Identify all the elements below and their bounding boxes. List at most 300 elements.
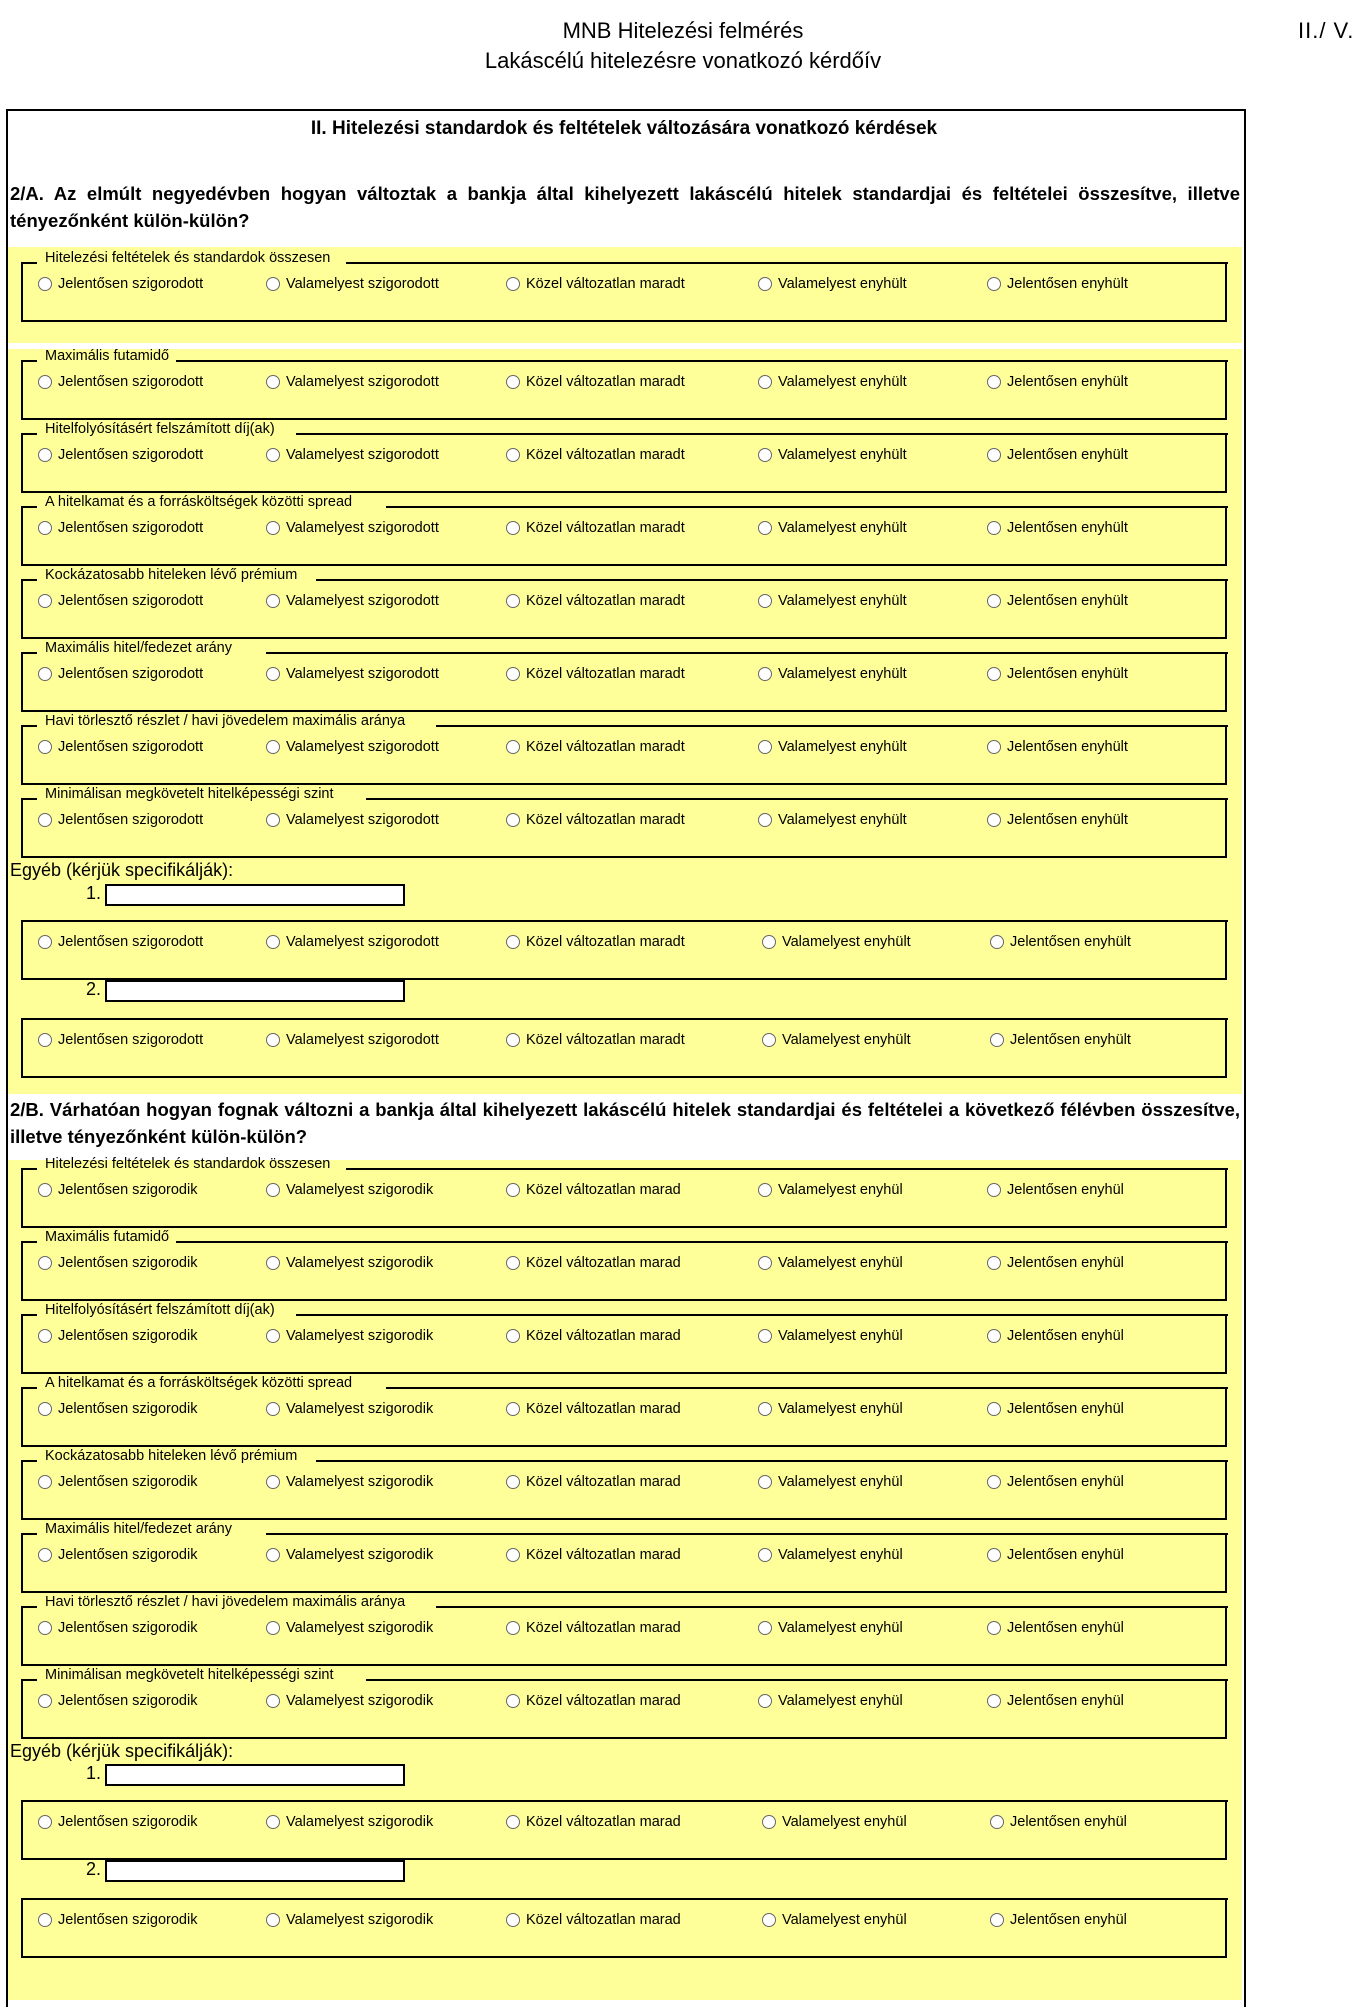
qb-item-6-option-5[interactable] [987, 1547, 1124, 1563]
radio-button-icon[interactable] [266, 448, 280, 462]
qb-other-input-2[interactable] [105, 1860, 405, 1882]
qa-item-2-option-3[interactable] [506, 374, 685, 390]
radio-button-icon[interactable] [266, 277, 280, 291]
radio-button-icon[interactable] [506, 375, 520, 389]
radio-button-icon[interactable] [266, 1913, 280, 1927]
option-label: Közel változatlan marad [526, 1182, 681, 1198]
radio-button-icon[interactable] [762, 935, 776, 949]
radio-button-icon[interactable] [987, 1183, 1001, 1197]
option-label: Közel változatlan marad [526, 1328, 681, 1344]
option-label: Valamelyest szigorodik [286, 1255, 434, 1271]
qa-item-4-option-4[interactable] [758, 520, 907, 536]
qa-item-1-option-4[interactable] [758, 276, 907, 292]
radio-button-icon[interactable] [38, 1815, 52, 1829]
qb-item-8-option-5[interactable] [987, 1693, 1124, 1709]
qb-item-5-option-2[interactable] [266, 1474, 433, 1490]
radio-button-icon[interactable] [506, 1815, 520, 1829]
qa-item-8-option-4[interactable] [758, 812, 907, 828]
qb-item-5-border [316, 1460, 1228, 1462]
radio-button-icon[interactable] [758, 594, 772, 608]
qb-other-number-1: 1. [86, 1763, 102, 1783]
qa-other-1-option-2[interactable] [266, 934, 439, 950]
qb-item-8-group [21, 1667, 1227, 1739]
radio-button-icon[interactable] [266, 1329, 280, 1343]
radio-button-icon[interactable] [506, 1183, 520, 1197]
radio-button-icon[interactable] [506, 1033, 520, 1047]
option-label: Közel változatlan maradt [526, 374, 685, 390]
qb-item-1-option-4[interactable] [758, 1182, 903, 1198]
qa-item-5-option-5[interactable] [987, 593, 1128, 609]
option-label: Közel változatlan maradt [526, 812, 685, 828]
radio-button-icon[interactable] [38, 277, 52, 291]
qa-item-2-option-4[interactable] [758, 374, 907, 390]
radio-button-icon[interactable] [266, 740, 280, 754]
radio-button-icon[interactable] [987, 1548, 1001, 1562]
qb-item-4-option-5[interactable] [987, 1401, 1124, 1417]
radio-button-icon[interactable] [987, 277, 1001, 291]
radio-button-icon[interactable] [506, 1548, 520, 1562]
radio-button-icon[interactable] [506, 521, 520, 535]
qa-item-8-option-5[interactable] [987, 812, 1128, 828]
qb-item-2-option-5[interactable] [987, 1255, 1124, 1271]
option-label: Jelentősen szigorodott [58, 593, 204, 609]
radio-button-icon[interactable] [266, 667, 280, 681]
qb-item-5-group [21, 1448, 1227, 1520]
radio-button-icon[interactable] [990, 935, 1004, 949]
option-label: Valamelyest enyhül [778, 1255, 903, 1271]
option-label: Valamelyest szigorodik [286, 1182, 434, 1198]
radio-button-icon[interactable] [758, 1694, 772, 1708]
qb-item-6-border [266, 1533, 1228, 1535]
qa-item-1-border [346, 262, 1228, 264]
qa-item-6-option-4[interactable] [758, 666, 907, 682]
qb-item-2-option-4[interactable] [758, 1255, 903, 1271]
qb-item-8-label: Minimálisan megkövetelt hitelképességi szint [45, 1667, 334, 1683]
radio-button-icon[interactable] [266, 1815, 280, 1829]
qa-item-8-border [366, 798, 1228, 800]
radio-button-icon[interactable] [758, 521, 772, 535]
radio-button-icon[interactable] [987, 1621, 1001, 1635]
qa-other-label: Egyéb (kérjük specifikálják): [10, 860, 234, 880]
qa-other-2-group [21, 1018, 1227, 1078]
qa-other-1-option-3[interactable] [506, 934, 685, 950]
header-subtitle: Lakáscélú hitelezésre vonatkozó kérdőív [484, 48, 882, 73]
qa-other-2-option-1[interactable] [38, 1032, 203, 1048]
option-label: Valamelyest szigorodott [286, 447, 439, 463]
radio-button-icon[interactable] [506, 740, 520, 754]
radio-button-icon[interactable] [266, 375, 280, 389]
qb-item-7-option-1[interactable] [38, 1620, 197, 1636]
radio-button-icon[interactable] [990, 1815, 1004, 1829]
qb-item-7-option-2[interactable] [266, 1620, 433, 1636]
qb-item-3-option-1[interactable] [38, 1328, 197, 1344]
option-label: Jelentősen szigorodik [58, 1693, 198, 1709]
qa-item-4-option-3[interactable] [506, 520, 685, 536]
qb-item-7-group [21, 1594, 1227, 1666]
qa-other-1-option-4[interactable] [762, 934, 911, 950]
option-label: Jelentősen enyhült [1007, 276, 1128, 292]
radio-button-icon[interactable] [38, 1694, 52, 1708]
qa-item-3-border [296, 433, 1228, 435]
qb-item-8-border [366, 1679, 1228, 1681]
option-label: Jelentősen enyhült [1007, 447, 1128, 463]
qb-item-3-option-4[interactable] [758, 1328, 903, 1344]
qa-item-5-option-3[interactable] [506, 593, 685, 609]
option-label: Valamelyest szigorodott [286, 812, 439, 828]
radio-button-icon[interactable] [987, 1402, 1001, 1416]
radio-button-icon[interactable] [758, 667, 772, 681]
option-label: Jelentősen szigorodik [58, 1328, 198, 1344]
option-label: Valamelyest enyhül [778, 1401, 903, 1417]
option-label: Valamelyest enyhült [778, 374, 907, 390]
qb-item-6-label: Maximális hitel/fedezet arány [45, 1521, 232, 1537]
radio-button-icon[interactable] [762, 1033, 776, 1047]
option-label: Valamelyest szigorodik [286, 1401, 434, 1417]
option-label: Jelentősen enyhült [1010, 934, 1131, 950]
qa-item-5-option-2[interactable] [266, 593, 439, 609]
qa-item-5-border [316, 579, 1228, 581]
option-label: Jelentősen enyhül [1007, 1474, 1124, 1490]
radio-button-icon[interactable] [758, 1256, 772, 1270]
option-label: Jelentősen szigorodott [58, 739, 204, 755]
qa-item-7-option-5[interactable] [987, 739, 1128, 755]
qa-item-7-option-4[interactable] [758, 739, 907, 755]
radio-button-icon[interactable] [266, 1621, 280, 1635]
qb-other-2-option-3[interactable] [506, 1912, 681, 1928]
qb-other-1-option-5[interactable] [990, 1814, 1127, 1830]
qb-item-4-option-3[interactable] [506, 1401, 681, 1417]
qa-item-7-option-2[interactable] [266, 739, 439, 755]
option-label: Jelentősen szigorodik [58, 1255, 198, 1271]
radio-button-icon[interactable] [38, 740, 52, 754]
qa-item-4-option-5[interactable] [987, 520, 1128, 536]
qa-item-6-option-2[interactable] [266, 666, 439, 682]
qa-item-2-option-1[interactable] [38, 374, 203, 390]
qb-item-7-option-4[interactable] [758, 1620, 903, 1636]
option-label: Valamelyest enyhült [778, 812, 907, 828]
option-label: Valamelyest enyhült [778, 447, 907, 463]
qb-other-2-option-5[interactable] [990, 1912, 1127, 1928]
option-label: Közel változatlan marad [526, 1255, 681, 1271]
radio-button-icon[interactable] [38, 521, 52, 535]
qa-item-6-group [21, 640, 1227, 712]
radio-button-icon[interactable] [758, 740, 772, 754]
qa-item-3-option-1[interactable] [38, 447, 203, 463]
qb-item-7-option-3[interactable] [506, 1620, 681, 1636]
qa-item-3-option-2[interactable] [266, 447, 439, 463]
option-label: Közel változatlan maradt [526, 666, 685, 682]
qb-item-4-option-1[interactable] [38, 1401, 197, 1417]
qb-item-1-option-1[interactable] [38, 1182, 197, 1198]
option-label: Valamelyest szigorodik [286, 1814, 434, 1830]
qa-item-1-option-5[interactable] [987, 276, 1128, 292]
radio-button-icon[interactable] [987, 667, 1001, 681]
qa-item-2-group [21, 348, 1227, 420]
qb-other-1-option-3[interactable] [506, 1814, 681, 1830]
radio-button-icon[interactable] [266, 1694, 280, 1708]
option-label: Jelentősen szigorodik [58, 1547, 198, 1563]
qa-item-1-option-3[interactable] [506, 276, 685, 292]
qb-other-2-option-2[interactable] [266, 1912, 433, 1928]
qb-item-6-option-4[interactable] [758, 1547, 903, 1563]
radio-button-icon[interactable] [506, 1694, 520, 1708]
radio-button-icon[interactable] [38, 448, 52, 462]
radio-button-icon[interactable] [266, 813, 280, 827]
qb-item-1-option-3[interactable] [506, 1182, 681, 1198]
qb-item-3-option-5[interactable] [987, 1328, 1124, 1344]
radio-button-icon[interactable] [758, 1183, 772, 1197]
radio-button-icon[interactable] [506, 813, 520, 827]
radio-button-icon[interactable] [38, 935, 52, 949]
radio-button-icon[interactable] [38, 594, 52, 608]
qb-item-7-option-5[interactable] [987, 1620, 1124, 1636]
radio-button-icon[interactable] [506, 667, 520, 681]
qb-other-1-option-2[interactable] [266, 1814, 433, 1830]
qa-other-number-1: 1. [86, 883, 102, 903]
qa-item-2-label: Maximális futamidő [45, 348, 170, 364]
qb-item-2-option-2[interactable] [266, 1255, 433, 1271]
qb-item-8-option-3[interactable] [506, 1693, 681, 1709]
option-label: Valamelyest szigorodik [286, 1547, 434, 1563]
qa-other-2-option-2[interactable] [266, 1032, 439, 1048]
qa-item-7-option-1[interactable] [38, 739, 203, 755]
option-label: Jelentősen enyhül [1007, 1255, 1124, 1271]
qb-item-4-group [21, 1375, 1227, 1447]
option-label: Jelentősen enyhült [1007, 520, 1128, 536]
qb-other-input-1[interactable] [105, 1764, 405, 1786]
radio-button-icon[interactable] [990, 1033, 1004, 1047]
radio-button-icon[interactable] [38, 1621, 52, 1635]
option-label: Valamelyest enyhül [778, 1693, 903, 1709]
radio-button-icon[interactable] [38, 375, 52, 389]
qb-item-1-option-2[interactable] [266, 1182, 433, 1198]
option-label: Valamelyest szigorodott [286, 520, 439, 536]
radio-button-icon[interactable] [506, 1913, 520, 1927]
radio-button-icon[interactable] [38, 1402, 52, 1416]
qa-other-input-1[interactable] [105, 884, 405, 906]
qb-item-3-option-3[interactable] [506, 1328, 681, 1344]
option-label: Közel változatlan marad [526, 1547, 681, 1563]
radio-button-icon[interactable] [758, 448, 772, 462]
qa-item-5-option-1[interactable] [38, 593, 203, 609]
radio-button-icon[interactable] [38, 1256, 52, 1270]
qa-other-2-option-4[interactable] [762, 1032, 911, 1048]
radio-button-icon[interactable] [987, 1329, 1001, 1343]
radio-button-icon[interactable] [266, 1183, 280, 1197]
radio-button-icon[interactable] [987, 813, 1001, 827]
qa-other-input-2[interactable] [105, 980, 405, 1002]
radio-button-icon[interactable] [758, 277, 772, 291]
qb-other-2-option-1[interactable] [38, 1912, 197, 1928]
radio-button-icon[interactable] [758, 813, 772, 827]
radio-button-icon[interactable] [758, 1402, 772, 1416]
qb-item-8-option-2[interactable] [266, 1693, 433, 1709]
radio-button-icon[interactable] [987, 1694, 1001, 1708]
radio-button-icon[interactable] [987, 1256, 1001, 1270]
radio-button-icon[interactable] [266, 935, 280, 949]
option-label: Valamelyest enyhül [778, 1474, 903, 1490]
qa-item-6-option-5[interactable] [987, 666, 1128, 682]
option-label: Valamelyest enyhül [782, 1814, 907, 1830]
radio-button-icon[interactable] [506, 935, 520, 949]
qa-other-2-option-5[interactable] [990, 1032, 1131, 1048]
qa-item-8-option-1[interactable] [38, 812, 203, 828]
qa-item-3-option-5[interactable] [987, 447, 1128, 463]
option-label: Közel változatlan marad [526, 1814, 681, 1830]
qb-other-1-option-4[interactable] [762, 1814, 907, 1830]
qb-other-2-option-4[interactable] [762, 1912, 907, 1928]
radio-button-icon[interactable] [506, 594, 520, 608]
radio-button-icon[interactable] [38, 1548, 52, 1562]
option-label: Jelentősen szigorodott [58, 934, 204, 950]
qb-item-5-option-1[interactable] [38, 1474, 197, 1490]
option-label: Jelentősen enyhült [1007, 593, 1128, 609]
radio-button-icon[interactable] [506, 1329, 520, 1343]
radio-button-icon[interactable] [758, 1475, 772, 1489]
qb-item-6-option-2[interactable] [266, 1547, 433, 1563]
qb-item-7-border [436, 1606, 1228, 1608]
radio-button-icon[interactable] [987, 448, 1001, 462]
section-title: II. Hitelezési standardok és feltételek változására vonatkozó kérdések [310, 118, 938, 139]
option-label: Jelentősen szigorodik [58, 1814, 198, 1830]
radio-button-icon[interactable] [762, 1913, 776, 1927]
qa-item-8-label: Minimálisan megkövetelt hitelképességi szint [45, 786, 334, 802]
radio-button-icon[interactable] [38, 1033, 52, 1047]
radio-button-icon[interactable] [38, 1475, 52, 1489]
qb-item-4-option-4[interactable] [758, 1401, 903, 1417]
option-label: Közel változatlan marad [526, 1620, 681, 1636]
qa-item-1-option-1[interactable] [38, 276, 203, 292]
qa-other-2-option-3[interactable] [506, 1032, 685, 1048]
radio-button-icon[interactable] [38, 813, 52, 827]
qb-item-8-option-4[interactable] [758, 1693, 903, 1709]
qa-item-4-option-1[interactable] [38, 520, 203, 536]
option-label: Jelentősen enyhül [1010, 1814, 1127, 1830]
qa-item-7-option-3[interactable] [506, 739, 685, 755]
qa-item-6-option-1[interactable] [38, 666, 203, 682]
radio-button-icon[interactable] [987, 521, 1001, 535]
radio-button-icon[interactable] [506, 277, 520, 291]
radio-button-icon[interactable] [266, 1256, 280, 1270]
qb-other-2-border [23, 1898, 1228, 1900]
option-label: Közel változatlan maradt [526, 934, 685, 950]
radio-button-icon[interactable] [38, 667, 52, 681]
qb-item-2-option-1[interactable] [38, 1255, 197, 1271]
option-label: Jelentősen szigorodott [58, 666, 204, 682]
radio-button-icon[interactable] [506, 1475, 520, 1489]
option-label: Jelentősen szigorodott [58, 1032, 204, 1048]
option-label: Jelentősen szigorodik [58, 1401, 198, 1417]
option-label: Jelentősen enyhült [1007, 812, 1128, 828]
radio-button-icon[interactable] [266, 1475, 280, 1489]
radio-button-icon[interactable] [990, 1913, 1004, 1927]
qb-item-5-option-5[interactable] [987, 1474, 1124, 1490]
qa-item-5-option-4[interactable] [758, 593, 907, 609]
radio-button-icon[interactable] [266, 521, 280, 535]
qa-other-1-option-1[interactable] [38, 934, 203, 950]
qa-item-2-option-5[interactable] [987, 374, 1128, 390]
radio-button-icon[interactable] [762, 1815, 776, 1829]
qb-item-6-option-1[interactable] [38, 1547, 197, 1563]
qa-item-8-option-2[interactable] [266, 812, 439, 828]
qa-item-1-label: Hitelezési feltételek és standardok összesen [45, 250, 331, 266]
option-label: Közel változatlan maradt [526, 1032, 685, 1048]
option-label: Valamelyest szigorodott [286, 374, 439, 390]
qb-item-1-option-5[interactable] [987, 1182, 1124, 1198]
option-label: Jelentősen enyhül [1007, 1401, 1124, 1417]
qa-item-7-border [436, 725, 1228, 727]
qa-item-1-option-2[interactable] [266, 276, 439, 292]
qb-item-5-option-4[interactable] [758, 1474, 903, 1490]
qb-item-7-label: Havi törlesztő részlet / havi jövedelem maximális aránya [45, 1594, 406, 1610]
option-label: Valamelyest enyhült [778, 739, 907, 755]
radio-button-icon[interactable] [758, 1621, 772, 1635]
radio-button-icon[interactable] [758, 1329, 772, 1343]
radio-button-icon[interactable] [506, 1402, 520, 1416]
option-label: Valamelyest enyhült [778, 666, 907, 682]
radio-button-icon[interactable] [506, 448, 520, 462]
option-label: Valamelyest enyhült [778, 593, 907, 609]
qa-item-3-option-3[interactable] [506, 447, 685, 463]
option-label: Jelentősen szigorodik [58, 1182, 198, 1198]
qb-item-6-option-3[interactable] [506, 1547, 681, 1563]
radio-button-icon[interactable] [266, 1548, 280, 1562]
radio-button-icon[interactable] [506, 1621, 520, 1635]
qa-item-4-option-2[interactable] [266, 520, 439, 536]
option-label: Jelentősen enyhült [1007, 374, 1128, 390]
qa-item-8-option-3[interactable] [506, 812, 685, 828]
radio-button-icon[interactable] [266, 1402, 280, 1416]
option-label: Valamelyest szigorodik [286, 1912, 434, 1928]
option-label: Jelentősen szigorodik [58, 1474, 198, 1490]
qa-item-6-option-3[interactable] [506, 666, 685, 682]
qa-other-2-border [23, 1018, 1228, 1020]
option-label: Valamelyest szigorodott [286, 666, 439, 682]
qa-item-6-label: Maximális hitel/fedezet arány [45, 640, 232, 656]
option-label: Közel változatlan maradt [526, 593, 685, 609]
qa-other-1-option-5[interactable] [990, 934, 1131, 950]
qb-item-3-border [296, 1314, 1228, 1316]
qb-item-8-option-1[interactable] [38, 1693, 197, 1709]
qa-other-1-group [21, 920, 1227, 980]
qb-item-3-option-2[interactable] [266, 1328, 433, 1344]
radio-button-icon[interactable] [987, 1475, 1001, 1489]
radio-button-icon[interactable] [987, 375, 1001, 389]
qa-item-4-group [21, 494, 1227, 566]
qb-other-1-option-1[interactable] [38, 1814, 197, 1830]
radio-button-icon[interactable] [38, 1183, 52, 1197]
option-label: Valamelyest szigorodik [286, 1620, 434, 1636]
radio-button-icon[interactable] [758, 1548, 772, 1562]
radio-button-icon[interactable] [38, 1913, 52, 1927]
radio-button-icon[interactable] [266, 1033, 280, 1047]
qb-item-4-option-2[interactable] [266, 1401, 433, 1417]
radio-button-icon[interactable] [758, 375, 772, 389]
radio-button-icon[interactable] [987, 740, 1001, 754]
qa-item-2-option-2[interactable] [266, 374, 439, 390]
radio-button-icon[interactable] [987, 594, 1001, 608]
qa-item-4-label: A hitelkamat és a forrásköltségek közötti spread [45, 494, 353, 510]
option-label: Valamelyest enyhül [778, 1620, 903, 1636]
option-label: Valamelyest enyhül [778, 1182, 903, 1198]
radio-button-icon[interactable] [506, 1256, 520, 1270]
radio-button-icon[interactable] [266, 594, 280, 608]
radio-button-icon[interactable] [38, 1329, 52, 1343]
qb-item-5-option-3[interactable] [506, 1474, 681, 1490]
qb-item-2-option-3[interactable] [506, 1255, 681, 1271]
option-label: Közel változatlan maradt [526, 520, 685, 536]
qa-item-3-option-4[interactable] [758, 447, 907, 463]
